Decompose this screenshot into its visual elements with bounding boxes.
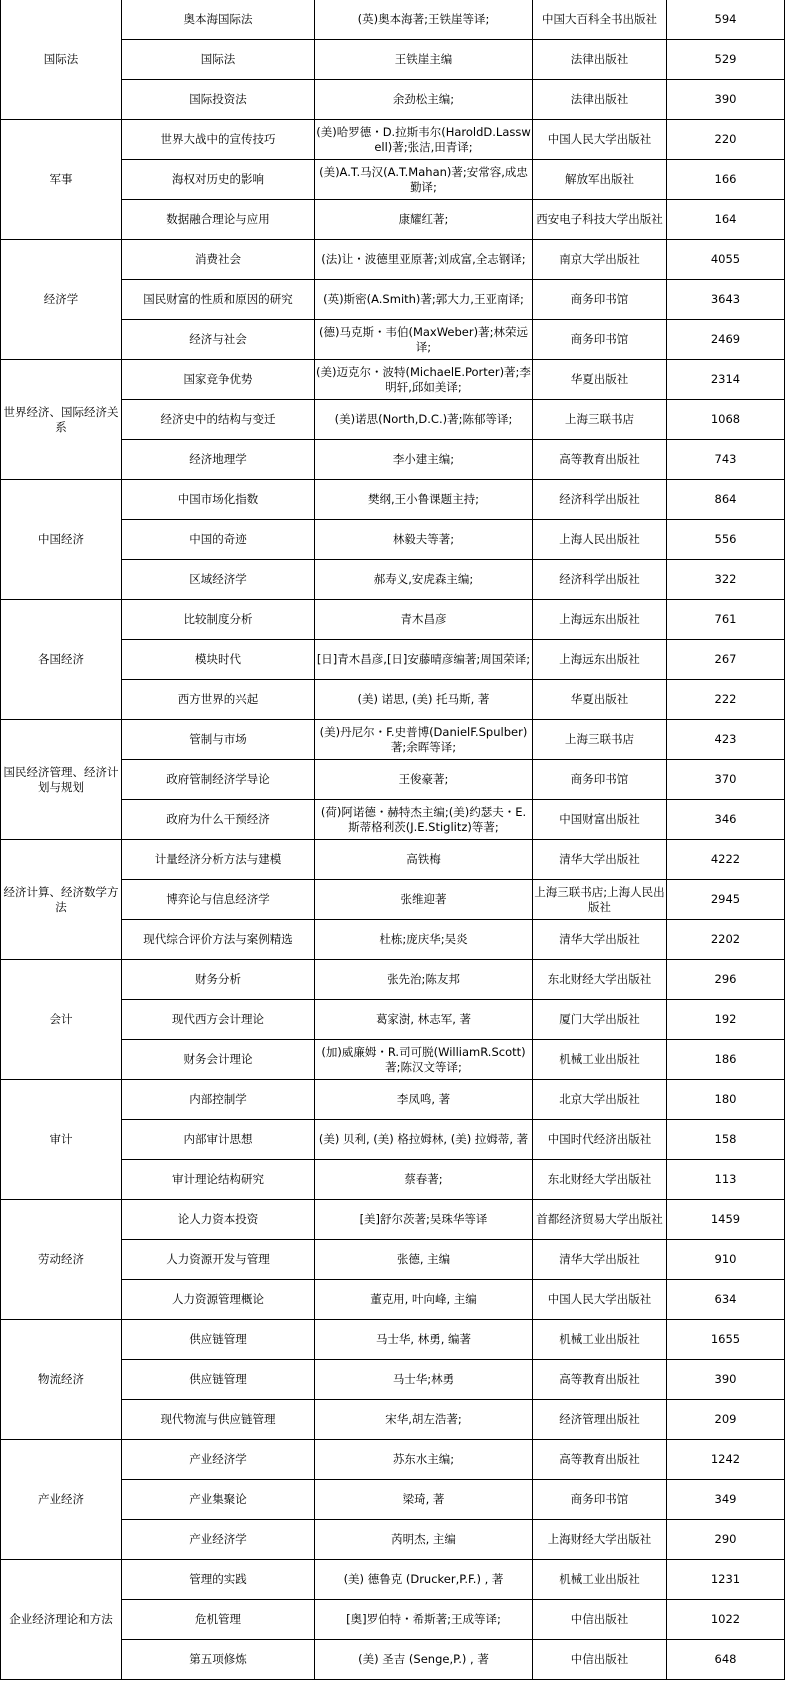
table-row [1, 120, 785, 160]
author-cell: (法)让・波德里亚原著;刘成富,全志钢译; [315, 240, 533, 280]
category-cell: 劳动经济 [1, 1200, 122, 1320]
count-cell: 290 [667, 1520, 785, 1560]
author-cell: (美)丹尼尔・F.史普博(DanielF.Spulber)著;余晖等译; [315, 720, 533, 760]
count-cell: 2314 [667, 360, 785, 400]
publisher-cell: 高等教育出版社 [533, 440, 667, 480]
count-cell: 113 [667, 1160, 785, 1200]
category-cell: 经济学 [1, 240, 122, 360]
count-cell: 220 [667, 120, 785, 160]
count-cell: 556 [667, 520, 785, 560]
author-cell: 樊纲,王小鲁课题主持; [315, 480, 533, 520]
author-cell: (美) 贝利, (美) 格拉姆林, (美) 拉姆蒂, 著 [315, 1120, 533, 1160]
count-cell: 648 [667, 1640, 785, 1680]
publisher-cell: 上海人民出版社 [533, 520, 667, 560]
book-title-cell: 财务会计理论 [122, 1040, 315, 1080]
table-row [1, 1560, 785, 1600]
publisher-cell: 机械工业出版社 [533, 1040, 667, 1080]
publisher-cell: 上海三联书店 [533, 720, 667, 760]
author-cell: 王铁崖主编 [315, 40, 533, 80]
book-title-cell: 现代综合评价方法与案例精选 [122, 920, 315, 960]
author-cell: (英)奥本海著;王铁崖等译; [315, 0, 533, 40]
category-cell: 经济计算、经济数学方法 [1, 840, 122, 960]
count-cell: 761 [667, 600, 785, 640]
publisher-cell: 经济科学出版社 [533, 480, 667, 520]
book-title-cell: 计量经济分析方法与建模 [122, 840, 315, 880]
author-cell: 马士华, 林勇, 编著 [315, 1320, 533, 1360]
count-cell: 267 [667, 640, 785, 680]
book-title-cell: 财务分析 [122, 960, 315, 1000]
author-cell: (加)威廉姆・R.司可脱(WilliamR.Scott)著;陈汉文等译; [315, 1040, 533, 1080]
book-title-cell: 供应链管理 [122, 1360, 315, 1400]
category-cell: 物流经济 [1, 1320, 122, 1440]
author-cell: 芮明杰, 主编 [315, 1520, 533, 1560]
category-cell: 审计 [1, 1080, 122, 1200]
author-cell: [日]青木昌彦,[日]安藤晴彦编著;周国荣译; [315, 640, 533, 680]
book-title-cell: 比较制度分析 [122, 600, 315, 640]
publisher-cell: 机械工业出版社 [533, 1560, 667, 1600]
author-cell: 青木昌彦 [315, 600, 533, 640]
publisher-cell: 经济管理出版社 [533, 1400, 667, 1440]
author-cell: 李凤鸣, 著 [315, 1080, 533, 1120]
book-title-cell: 模块时代 [122, 640, 315, 680]
publisher-cell: 西安电子科技大学出版社 [533, 200, 667, 240]
author-cell: (美)迈克尔・波特(MichaelE.Porter)著;李明轩,邱如美译; [315, 360, 533, 400]
author-cell: 王俊豪著; [315, 760, 533, 800]
table-row [1, 960, 785, 1000]
publisher-cell: 机械工业出版社 [533, 1320, 667, 1360]
book-title-cell: 产业集聚论 [122, 1480, 315, 1520]
count-cell: 164 [667, 200, 785, 240]
count-cell: 2469 [667, 320, 785, 360]
table-row [1, 1200, 785, 1240]
count-cell: 370 [667, 760, 785, 800]
book-title-cell: 内部审计思想 [122, 1120, 315, 1160]
table-row [1, 240, 785, 280]
publisher-cell: 清华大学出版社 [533, 1240, 667, 1280]
count-cell: 2945 [667, 880, 785, 920]
count-cell: 180 [667, 1080, 785, 1120]
publisher-cell: 上海三联书店;上海人民出版社 [533, 880, 667, 920]
category-cell: 中国经济 [1, 480, 122, 600]
publisher-cell: 商务印书馆 [533, 320, 667, 360]
book-title-cell: 国际法 [122, 40, 315, 80]
book-title-cell: 中国市场化指数 [122, 480, 315, 520]
author-cell: 高铁梅 [315, 840, 533, 880]
book-title-cell: 人力资源开发与管理 [122, 1240, 315, 1280]
book-title-cell: 产业经济学 [122, 1440, 315, 1480]
count-cell: 864 [667, 480, 785, 520]
book-title-cell: 政府为什么干预经济 [122, 800, 315, 840]
author-cell: 董克用, 叶向峰, 主编 [315, 1280, 533, 1320]
table-row [1, 600, 785, 640]
publisher-cell: 商务印书馆 [533, 760, 667, 800]
author-cell: (美) 诺思, (美) 托马斯, 著 [315, 680, 533, 720]
book-title-cell: 海权对历史的影响 [122, 160, 315, 200]
count-cell: 166 [667, 160, 785, 200]
book-title-cell: 供应链管理 [122, 1320, 315, 1360]
publisher-cell: 东北财经大学出版社 [533, 1160, 667, 1200]
category-cell: 世界经济、国际经济关系 [1, 360, 122, 480]
publisher-cell: 上海三联书店 [533, 400, 667, 440]
book-title-cell: 审计理论结构研究 [122, 1160, 315, 1200]
book-title-cell: 现代物流与供应链管理 [122, 1400, 315, 1440]
book-title-cell: 内部控制学 [122, 1080, 315, 1120]
count-cell: 158 [667, 1120, 785, 1160]
publisher-cell: 中国人民大学出版社 [533, 1280, 667, 1320]
book-title-cell: 中国的奇迹 [122, 520, 315, 560]
count-cell: 594 [667, 0, 785, 40]
author-cell: 康耀红著; [315, 200, 533, 240]
publisher-cell: 法律出版社 [533, 80, 667, 120]
author-cell: (英)斯密(A.Smith)著;郭大力,王亚南译; [315, 280, 533, 320]
count-cell: 3643 [667, 280, 785, 320]
count-cell: 390 [667, 80, 785, 120]
book-title-cell: 人力资源管理概论 [122, 1280, 315, 1320]
author-cell: 梁琦, 著 [315, 1480, 533, 1520]
publisher-cell: 上海远东出版社 [533, 640, 667, 680]
author-cell: 郝寿义,安虎森主编; [315, 560, 533, 600]
book-table-body [1, 0, 785, 1680]
publisher-cell: 中国大百科全书出版社 [533, 0, 667, 40]
category-cell: 产业经济 [1, 1440, 122, 1560]
author-cell: [美]舒尔茨著;吴珠华等译 [315, 1200, 533, 1240]
book-title-cell: 现代西方会计理论 [122, 1000, 315, 1040]
book-title-cell: 经济与社会 [122, 320, 315, 360]
table-row [1, 1440, 785, 1480]
publisher-cell: 商务印书馆 [533, 280, 667, 320]
count-cell: 1068 [667, 400, 785, 440]
count-cell: 1022 [667, 1600, 785, 1640]
table-row [1, 0, 785, 40]
count-cell: 1242 [667, 1440, 785, 1480]
book-title-cell: 博弈论与信息经济学 [122, 880, 315, 920]
author-cell: (美)哈罗德・D.拉斯韦尔(HaroldD.Lasswell)著;张洁,田青译; [315, 120, 533, 160]
author-cell: (荷)阿诺德・赫特杰主编;(美)约瑟夫・E.斯蒂格利茨(J.E.Stiglitz)等著; [315, 800, 533, 840]
book-title-cell: 国家竞争优势 [122, 360, 315, 400]
author-cell: 马士华;林勇 [315, 1360, 533, 1400]
count-cell: 4055 [667, 240, 785, 280]
publisher-cell: 北京大学出版社 [533, 1080, 667, 1120]
author-cell: 李小建主编; [315, 440, 533, 480]
publisher-cell: 高等教育出版社 [533, 1440, 667, 1480]
book-title-cell: 政府管制经济学导论 [122, 760, 315, 800]
book-title-cell: 第五项修炼 [122, 1640, 315, 1680]
publisher-cell: 清华大学出版社 [533, 840, 667, 880]
publisher-cell: 法律出版社 [533, 40, 667, 80]
book-title-cell: 世界大战中的宣传技巧 [122, 120, 315, 160]
count-cell: 910 [667, 1240, 785, 1280]
author-cell: (美)A.T.马汉(A.T.Mahan)著;安常容,成忠勤译; [315, 160, 533, 200]
book-title-cell: 管制与市场 [122, 720, 315, 760]
category-cell: 军事 [1, 120, 122, 240]
count-cell: 1231 [667, 1560, 785, 1600]
author-cell: 蔡春著; [315, 1160, 533, 1200]
count-cell: 743 [667, 440, 785, 480]
book-title-cell: 奥本海国际法 [122, 0, 315, 40]
publisher-cell: 解放军出版社 [533, 160, 667, 200]
category-cell: 企业经济理论和方法 [1, 1560, 122, 1680]
book-title-cell: 西方世界的兴起 [122, 680, 315, 720]
book-title-cell: 产业经济学 [122, 1520, 315, 1560]
table-row [1, 1080, 785, 1120]
book-title-cell: 论人力资本投资 [122, 1200, 315, 1240]
book-title-cell: 经济地理学 [122, 440, 315, 480]
category-cell: 会计 [1, 960, 122, 1080]
count-cell: 192 [667, 1000, 785, 1040]
author-cell: 张先治;陈友邦 [315, 960, 533, 1000]
book-title-cell: 数据融合理论与应用 [122, 200, 315, 240]
author-cell: [奥]罗伯特・希斯著;王成等译; [315, 1600, 533, 1640]
publisher-cell: 华夏出版社 [533, 680, 667, 720]
author-cell: (美) 德鲁克 (Drucker,P.F.) , 著 [315, 1560, 533, 1600]
author-cell: 张维迎著 [315, 880, 533, 920]
publisher-cell: 商务印书馆 [533, 1480, 667, 1520]
author-cell: 葛家澍, 林志军, 著 [315, 1000, 533, 1040]
publisher-cell: 上海财经大学出版社 [533, 1520, 667, 1560]
author-cell: 余劲松主编; [315, 80, 533, 120]
count-cell: 186 [667, 1040, 785, 1080]
count-cell: 1655 [667, 1320, 785, 1360]
book-title-cell: 国际投资法 [122, 80, 315, 120]
count-cell: 209 [667, 1400, 785, 1440]
publisher-cell: 厦门大学出版社 [533, 1000, 667, 1040]
category-cell: 国民经济管理、经济计划与规划 [1, 720, 122, 840]
author-cell: 林毅夫等著; [315, 520, 533, 560]
book-title-cell: 国民财富的性质和原因的研究 [122, 280, 315, 320]
count-cell: 322 [667, 560, 785, 600]
category-cell: 国际法 [1, 0, 122, 120]
publisher-cell: 上海远东出版社 [533, 600, 667, 640]
book-title-cell: 管理的实践 [122, 1560, 315, 1600]
book-title-cell: 危机管理 [122, 1600, 315, 1640]
author-cell: (美) 圣吉 (Senge,P.) , 著 [315, 1640, 533, 1680]
author-cell: (美)诺思(North,D.C.)著;陈郁等译; [315, 400, 533, 440]
table-row [1, 720, 785, 760]
table-row [1, 840, 785, 880]
publisher-cell: 中国时代经济出版社 [533, 1120, 667, 1160]
publisher-cell: 首都经济贸易大学出版社 [533, 1200, 667, 1240]
author-cell: 苏东水主编; [315, 1440, 533, 1480]
publisher-cell: 中国财富出版社 [533, 800, 667, 840]
count-cell: 296 [667, 960, 785, 1000]
count-cell: 423 [667, 720, 785, 760]
author-cell: (德)马克斯・韦伯(MaxWeber)著;林荣远译; [315, 320, 533, 360]
count-cell: 4222 [667, 840, 785, 880]
publisher-cell: 高等教育出版社 [533, 1360, 667, 1400]
publisher-cell: 南京大学出版社 [533, 240, 667, 280]
table-row [1, 480, 785, 520]
publisher-cell: 中信出版社 [533, 1600, 667, 1640]
book-title-cell: 消费社会 [122, 240, 315, 280]
count-cell: 222 [667, 680, 785, 720]
count-cell: 2202 [667, 920, 785, 960]
count-cell: 1459 [667, 1200, 785, 1240]
publisher-cell: 中信出版社 [533, 1640, 667, 1680]
author-cell: 宋华,胡左浩著; [315, 1400, 533, 1440]
count-cell: 634 [667, 1280, 785, 1320]
author-cell: 张德, 主编 [315, 1240, 533, 1280]
count-cell: 390 [667, 1360, 785, 1400]
table-row [1, 360, 785, 400]
author-cell: 杜栋;庞庆华;吴炎 [315, 920, 533, 960]
publisher-cell: 清华大学出版社 [533, 920, 667, 960]
book-title-cell: 区域经济学 [122, 560, 315, 600]
table-row [1, 1320, 785, 1360]
count-cell: 529 [667, 40, 785, 80]
publisher-cell: 中国人民大学出版社 [533, 120, 667, 160]
category-cell: 各国经济 [1, 600, 122, 720]
count-cell: 349 [667, 1480, 785, 1520]
book-title-cell: 经济史中的结构与变迁 [122, 400, 315, 440]
publisher-cell: 华夏出版社 [533, 360, 667, 400]
publisher-cell: 东北财经大学出版社 [533, 960, 667, 1000]
publisher-cell: 经济科学出版社 [533, 560, 667, 600]
count-cell: 346 [667, 800, 785, 840]
